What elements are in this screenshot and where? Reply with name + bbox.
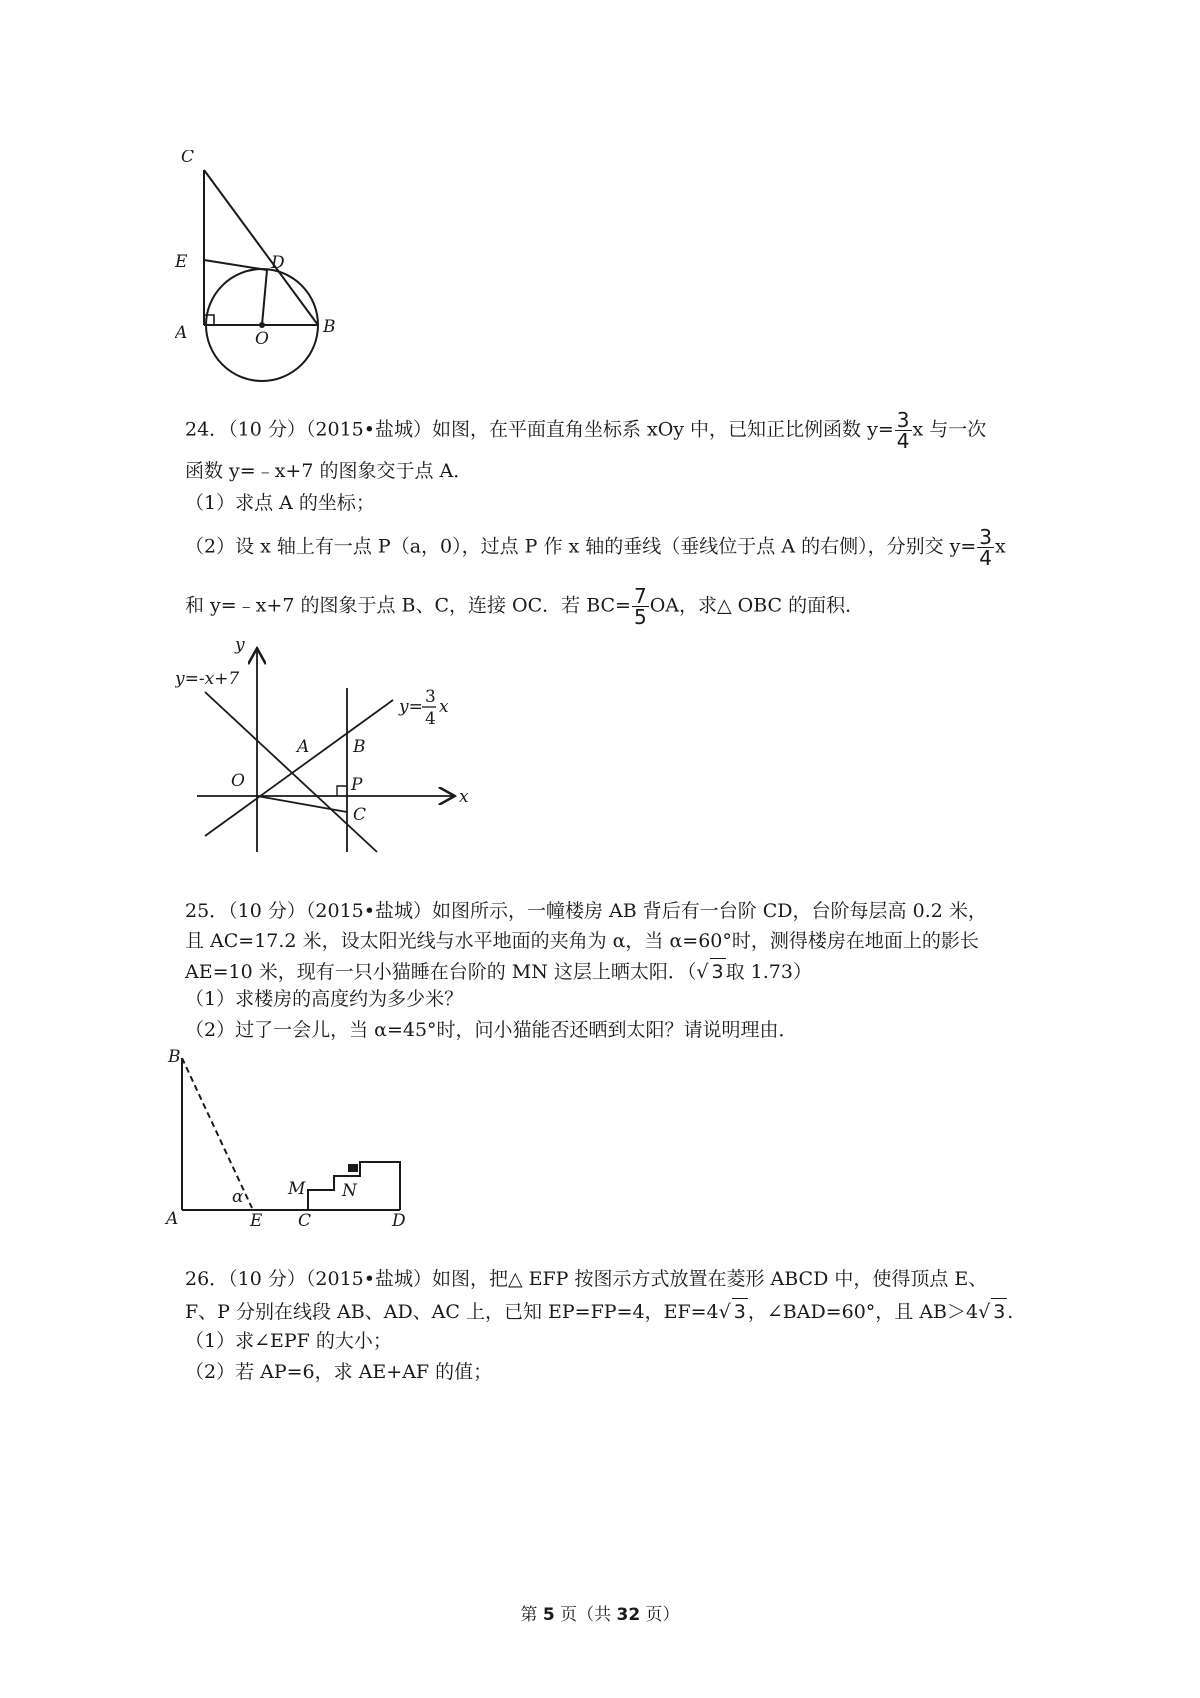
- label-x-axis: x: [459, 787, 469, 807]
- label-b: B: [353, 737, 366, 757]
- q25-text: 取 1.73）: [725, 961, 812, 983]
- label-a: A: [175, 323, 188, 343]
- q25-line1: 25．（10 分）（2015•盐城）如图所示，一幢楼房 AB 背后有一台阶 CD，台阶每层高 0.2 米，: [185, 900, 987, 922]
- label-e: E: [250, 1211, 263, 1230]
- label-o: O: [255, 329, 269, 349]
- q26-text: ，∠BAD=60°，且 AB＞4: [747, 1301, 979, 1323]
- label-a: A: [166, 1209, 179, 1229]
- q25-text: AE=10 米，现有一只小猫睡在台阶的 MN 这层上晒太阳．（: [185, 961, 697, 983]
- label-x-suffix: x: [439, 697, 449, 717]
- label-p: P: [351, 775, 363, 795]
- label-c: C: [353, 805, 367, 825]
- label-y-neg-x-plus-7: y=-x+7: [175, 669, 240, 689]
- figure-q25: [160, 1040, 440, 1230]
- label-d: D: [392, 1211, 406, 1230]
- q24-text: 24．（10 分）（2015•盐城）如图，在平面直角坐标系 xOy 中，已知正比例函数 y=: [185, 418, 894, 441]
- q24-line1: [185, 410, 986, 451]
- q24-line5: [185, 586, 864, 627]
- q24-line2: 函数 y=﹣x+7 的图象交于点 A．: [185, 460, 473, 482]
- q24-text: x 与一次: [912, 418, 987, 441]
- q25-line4: （1）求楼房的高度约为多少米？: [185, 988, 464, 1010]
- label-d: D: [271, 253, 285, 273]
- footer-text: 页（共: [554, 1605, 617, 1625]
- q26-line1: 26．（10 分）（2015•盐城）如图，把△ EFP 按图示方式放置在菱形 ABCD 中，使得顶点 E、: [185, 1268, 988, 1290]
- sqrt-radicand: 3: [732, 1298, 748, 1325]
- q24-text: OA，求△ OBC 的面积．: [649, 594, 865, 617]
- sqrt-sign: √: [718, 1301, 731, 1323]
- fraction-num: 3: [425, 687, 436, 707]
- fraction: $\frac{3}{4}$: [896, 408, 910, 453]
- q24-text: x: [995, 535, 1006, 558]
- label-e: E: [175, 252, 188, 272]
- page-number: 5: [542, 1605, 555, 1625]
- sqrt-radicand: 3: [710, 958, 726, 985]
- sqrt-sign: √: [696, 961, 709, 983]
- label-c: C: [298, 1211, 312, 1230]
- label-y-eq-3-4-x: y=: [399, 697, 423, 717]
- q24-text: 和 y=﹣x+7 的图象于点 B、C，连接 OC．若 BC=: [185, 594, 631, 617]
- q25-line5: （2）过了一会儿，当 α=45°时，问小猫能否还晒到太阳？请说明理由．: [185, 1019, 798, 1041]
- q26-line4: （2）若 AP=6，求 AE+AF 的值；: [185, 1361, 493, 1383]
- label-b: B: [168, 1047, 181, 1067]
- figure-q23: [175, 150, 355, 390]
- page-footer: [0, 1600, 1200, 1625]
- footer-text: 页）: [640, 1605, 680, 1625]
- q26-line2: [185, 1298, 1013, 1325]
- q26-line3: （1）求∠EPF 的大小；: [185, 1330, 392, 1352]
- sqrt-radicand: 3: [991, 1298, 1007, 1325]
- label-c: C: [181, 150, 195, 167]
- q24-line3: （1）求点 A 的坐标；: [185, 492, 375, 514]
- q26-text: .: [1007, 1301, 1014, 1323]
- label-y-axis: y: [235, 640, 245, 655]
- label-n: N: [342, 1181, 357, 1201]
- label-alpha: α: [232, 1187, 244, 1207]
- label-a: A: [297, 737, 310, 757]
- fraction: $\frac{7}{5}$: [633, 584, 647, 629]
- label-o: O: [231, 771, 245, 791]
- footer-text: 第: [520, 1605, 543, 1625]
- figure-q24: [175, 640, 495, 860]
- q24-text: （2）设 x 轴上有一点 P（a，0），过点 P 作 x 轴的垂线（垂线位于点 A 的右侧），分别交 y=: [185, 535, 977, 558]
- fraction: $\frac{3}{4}$: [979, 525, 993, 570]
- sqrt-sign: √: [978, 1301, 991, 1323]
- q25-line3: [185, 958, 812, 985]
- fraction-den: 4: [425, 709, 436, 729]
- label-b: B: [323, 317, 336, 337]
- q24-line4: [185, 527, 1006, 568]
- label-m: M: [288, 1179, 306, 1199]
- q25-line2: 且 AC=17.2 米，设太阳光线与水平地面的夹角为 α，当 α=60°时，测得楼房在地面上的影长: [185, 930, 979, 952]
- q26-text: F、P 分别在线段 AB、AD、AC 上，已知 EP=FP=4，EF=4: [185, 1301, 719, 1323]
- page-total: 32: [616, 1605, 641, 1625]
